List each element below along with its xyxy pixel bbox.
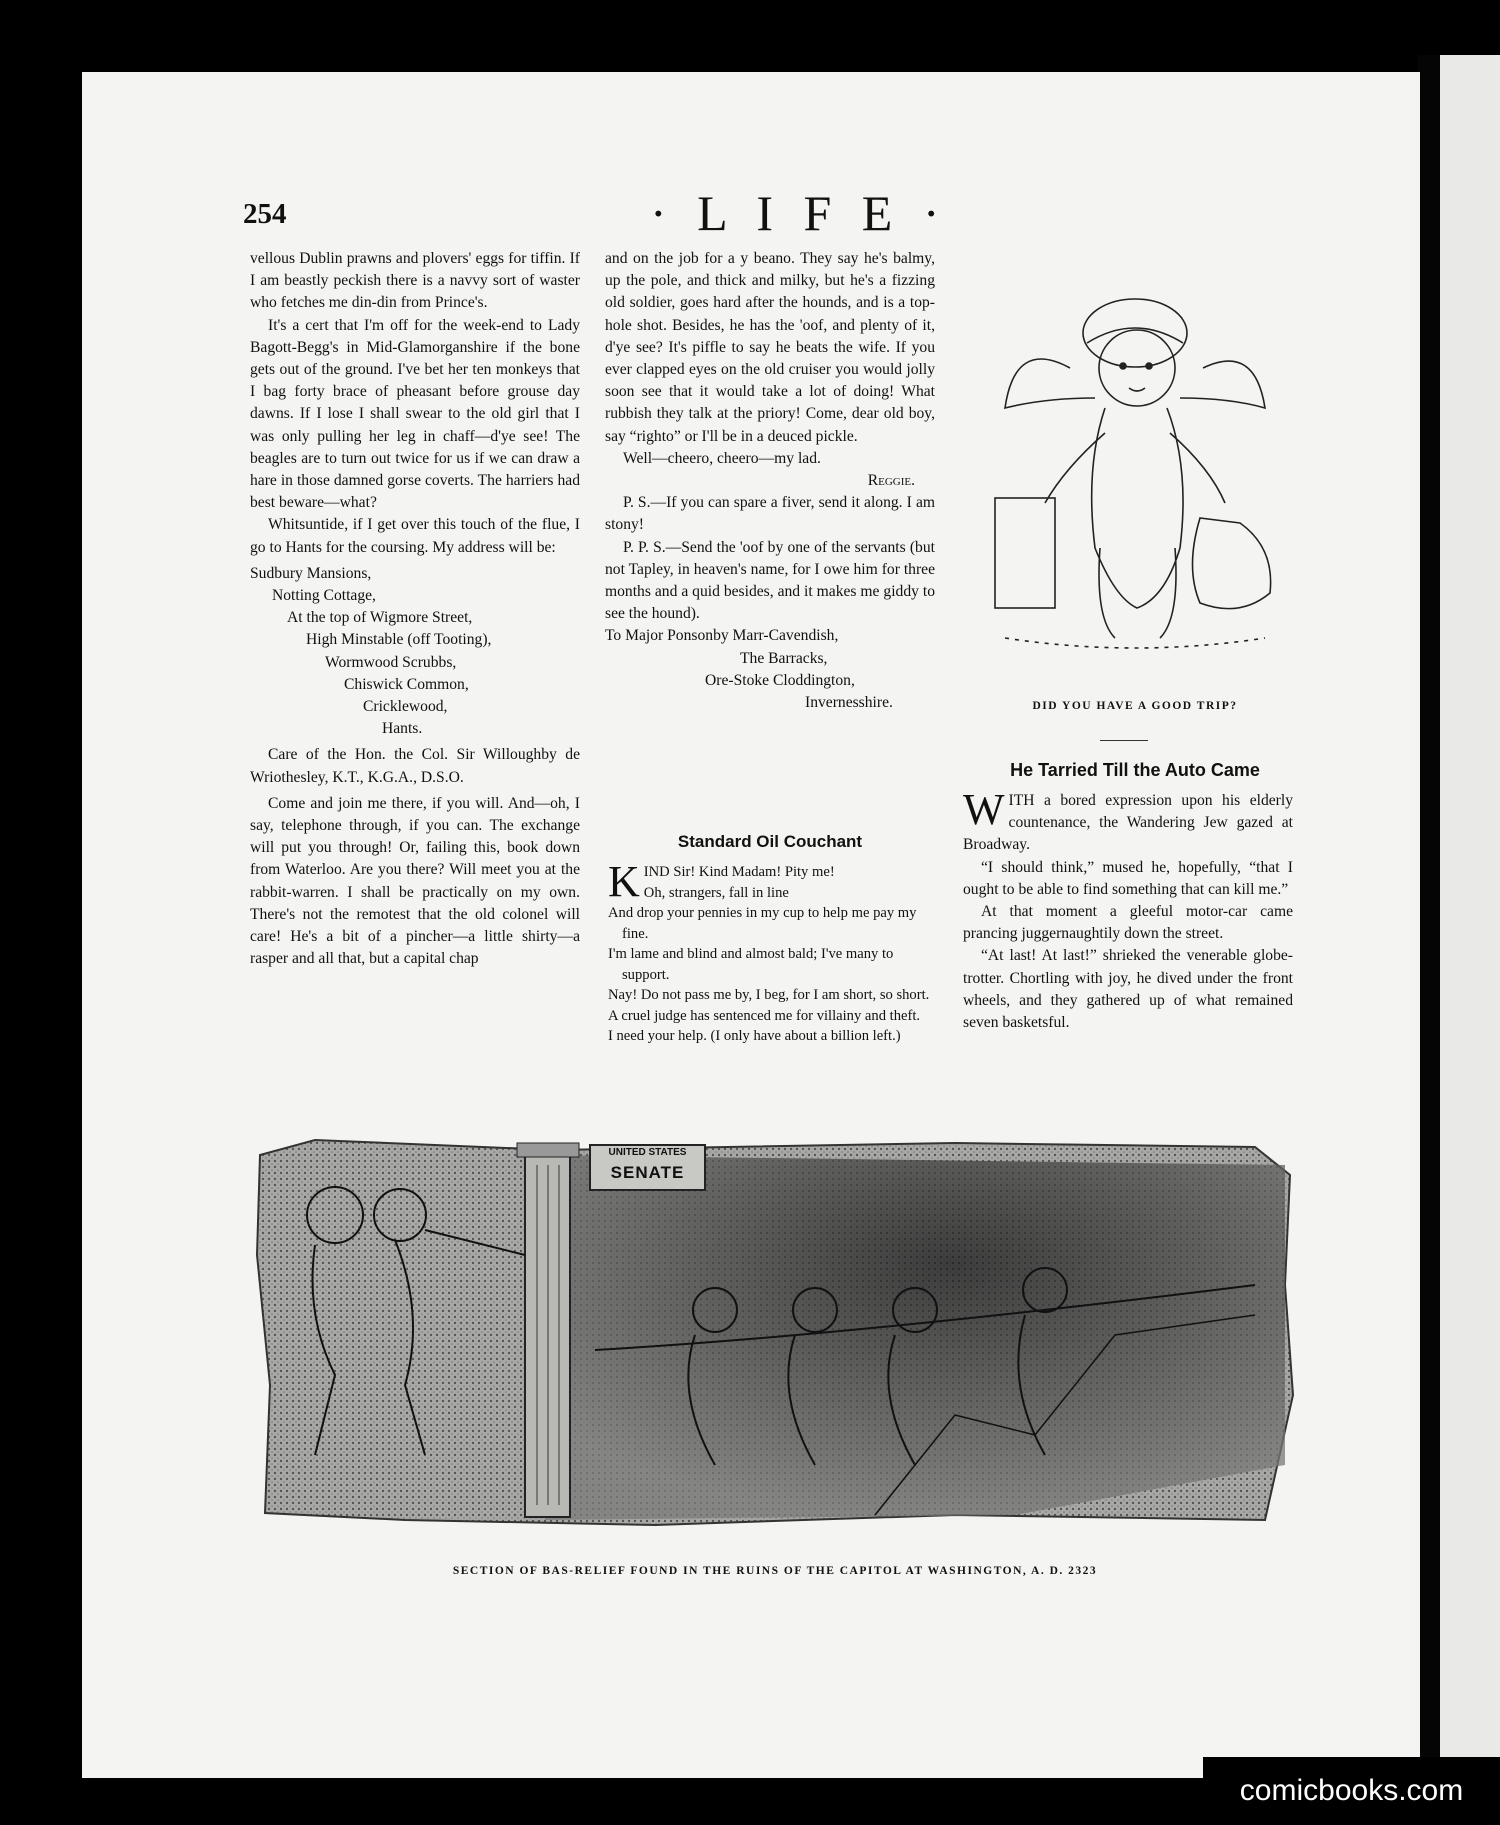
poem-line: And drop your pennies in my cup to help me pay my fine. bbox=[608, 905, 917, 942]
address-line: Notting Cottage, bbox=[272, 587, 376, 605]
letter-signature: Reggie. bbox=[867, 472, 915, 490]
story-paragraph: “At last! At last!” shrieked the venerable globe-trotter. Chortling with joy, he dived under the front wheels, and they gathered up of what remained seven basketsful. bbox=[963, 947, 1293, 1032]
page-gutter bbox=[1418, 55, 1440, 1775]
poem-line: A cruel judge has sentenced me for villainy and theft. bbox=[608, 1007, 921, 1024]
masthead-title: · L I F E · bbox=[650, 185, 949, 241]
story-paragraph: At that moment a gleeful motor-car came prancing juggernaughtily down the street. bbox=[963, 903, 1293, 943]
address-line: Hants. bbox=[382, 720, 423, 738]
address-line: Ore-Stoke Cloddington, bbox=[705, 671, 855, 689]
letter-paragraph: Care of the Hon. the Col. Sir Willoughby de Wriothesley, K.T., K.G.A., D.S.O. bbox=[250, 746, 580, 786]
poem-line: IND Sir! Kind Madam! Pity me! bbox=[643, 864, 835, 880]
story-paragraph-text: ITH a bored expression upon his elderly countenance, the Wandering Jew gazed at Broadway. bbox=[963, 792, 1293, 854]
address-line: Chiswick Common, bbox=[344, 675, 469, 693]
letter-paragraph: Come and join me there, if you will. And—oh, I say, telephone through, if you can. The exchange will put you through! Or, failing this, book down from Waterloo. Are you there? Will meet you at the rabbit-warren. I shall be practically on my own. There's not the remotest that the old colonel will care! He's a bit of a pincher—a little shirty—a rasper and all that, but a capital chap bbox=[250, 794, 580, 968]
cartoon-caption: SECTION OF BAS-RELIEF FOUND IN THE RUINS OF THE CAPITOL AT WASHINGTON, A. D. 2323 bbox=[452, 1565, 1098, 1577]
address-line: At the top of Wigmore Street, bbox=[287, 609, 473, 627]
reggie-address bbox=[250, 563, 580, 741]
story-body bbox=[963, 785, 1293, 1034]
major-address bbox=[605, 625, 935, 714]
letter-column-1 bbox=[250, 248, 580, 971]
page-number: 254 bbox=[243, 198, 287, 230]
postscript: P. S.—If you can spare a fiver, send it along. I am stony! bbox=[605, 494, 935, 534]
letter-paragraph: Well—cheero, cheero—my lad. bbox=[623, 449, 821, 467]
letter-paragraph: and on the job for a y beano. They say he's balmy, up the pole, and thick and milky, but he's a fizzing old soldier, goes hard after the hounds, and is a top-hole shot. Besides, he has the 'oof, and plenty of it, d'ye see? It's piffle to say he beats the wife. If you ever clapped eyes on the old cruiser you would jolly soon see that it would take a lot of doing! What rubbish they talk at the priory! Come, dear old boy, say “righto” or I'll be in a deuced pickle. bbox=[605, 250, 935, 445]
address-line: Invernesshire. bbox=[805, 694, 893, 712]
poem-body bbox=[608, 857, 938, 1047]
letter-column-2 bbox=[605, 248, 935, 714]
cupid-caption: DID YOU HAVE A GOOD TRIP? bbox=[1032, 700, 1238, 712]
senate-sign-top: UNITED STATES bbox=[608, 1147, 687, 1158]
poem-title: Standard Oil Couchant bbox=[677, 832, 863, 851]
address-line: The Barracks, bbox=[740, 649, 828, 667]
poem-line: Nay! Do not pass me by, I beg, for I am short, so short. bbox=[608, 987, 930, 1003]
story-drop-cap: W bbox=[963, 785, 1005, 834]
facing-page-edge bbox=[1440, 55, 1500, 1775]
story-paragraph bbox=[963, 785, 1293, 857]
poem-line: I need your help. (I only have about a billion left.) bbox=[608, 1028, 901, 1044]
senate-sign-bottom: SENATE bbox=[610, 1163, 685, 1182]
letter-paragraph: Whitsuntide, if I get over this touch of the flue, I go to Hants for the coursing. My address will be: bbox=[250, 516, 580, 556]
poem-drop-cap: K bbox=[608, 857, 640, 906]
site-watermark: comicbooks.com bbox=[1203, 1757, 1500, 1825]
address-line: Wormwood Scrubbs, bbox=[325, 653, 457, 671]
story-paragraph: “I should think,” mused he, hopefully, “that I ought to be able to find something that can kill me.” bbox=[963, 858, 1293, 898]
address-line: Cricklewood, bbox=[363, 698, 448, 716]
address-line: To Major Ponsonby Marr-Cavendish, bbox=[605, 627, 839, 645]
postscript-2: P. P. S.—Send the 'oof by one of the servants (but not Tapley, in heaven's name, for I owe him for three months and a quid besides, and it makes me giddy to see the hound). bbox=[605, 538, 935, 623]
story-title: He Tarried Till the Auto Came bbox=[1010, 760, 1260, 780]
letter-paragraph: vellous Dublin prawns and plovers' eggs for tiffin. If I am beastly peckish there is a navvy sort of waster who fetches me din-din from Prince's. bbox=[250, 250, 580, 312]
poem-line: I'm lame and blind and almost bald; I've many to support. bbox=[608, 946, 894, 983]
address-line: High Minstable (off Tooting), bbox=[306, 631, 492, 649]
address-line: Sudbury Mansions, bbox=[250, 564, 372, 582]
divider-rule bbox=[1100, 740, 1148, 741]
letter-paragraph: It's a cert that I'm off for the week-end to Lady Bagott-Begg's in Mid-Glamorganshire if the bone gets out of the ground. I've bet her ten monkeys that I bag forty brace of pheasant before grouse day dawns. If I lose I shall swear to the old girl that I was only pulling her leg in chaff—d'ye see! The beagles are to turn out twice for us if we can draw a hare in those damned gorse coverts. The harriers had best beware—what? bbox=[250, 316, 580, 512]
cupid-illustration bbox=[975, 248, 1295, 678]
bas-relief-cartoon bbox=[255, 1135, 1295, 1530]
poem-line: Oh, strangers, fall in line bbox=[643, 884, 789, 901]
